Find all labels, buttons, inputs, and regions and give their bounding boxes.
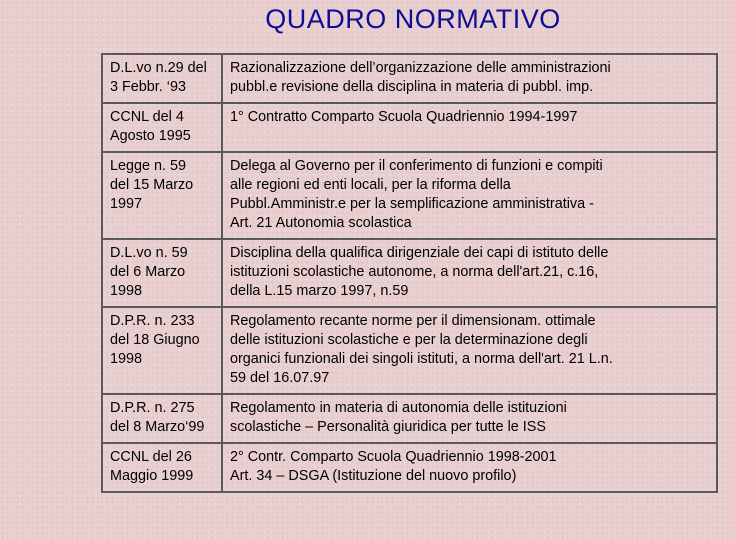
- description-cell: [222, 443, 717, 492]
- table-row: [102, 307, 717, 394]
- table-row: [102, 394, 717, 443]
- table-row: [102, 239, 717, 307]
- reference-cell: [102, 152, 222, 239]
- regulations-table: [101, 53, 718, 493]
- description-cell: [222, 394, 717, 443]
- description-text: Disciplina della qualifica dirigenziale dei capi di istituto delle istituzioni scolastiche autonome, a norma dell'art.21, c.16, della L.15 marzo 1997, n.59: [230, 245, 609, 299]
- description-text: 2° Contr. Comparto Scuola Quadriennio 1998-2001 Art. 34 – DSGA (Istituzione del nuovo profilo): [230, 449, 557, 484]
- description-cell: [222, 239, 717, 307]
- reference-text: D.P.R. n. 233 del 18 Giugno 1998: [110, 313, 200, 367]
- reference-text: D.L.vo n.29 del 3 Febbr. ‘93: [110, 60, 207, 95]
- reference-cell: [102, 394, 222, 443]
- table-row: [102, 54, 717, 103]
- reference-cell: [102, 103, 222, 152]
- description-text: Regolamento in materia di autonomia delle istituzioni scolastiche – Personalità giuridica per tutte le ISS: [230, 400, 567, 435]
- reference-cell: [102, 54, 222, 103]
- reference-cell: [102, 239, 222, 307]
- reference-text: D.P.R. n. 275 del 8 Marzo‘99: [110, 400, 205, 435]
- table-row: [102, 103, 717, 152]
- description-text: Delega al Governo per il conferimento di funzioni e compiti alle regioni ed enti locali, per la riforma della Pubbl.Amministr.e per la semplificazione amministrativa - Art. 21 Autonomia scolastica: [230, 158, 603, 231]
- page-title: QUADRO NORMATIVO: [265, 4, 561, 34]
- table-row: [102, 443, 717, 492]
- reference-text: CCNL del 4 Agosto 1995: [110, 109, 191, 144]
- description-text: 1° Contratto Comparto Scuola Quadriennio 1994-1997: [230, 109, 578, 125]
- description-cell: [222, 307, 717, 394]
- description-text: Regolamento recante norme per il dimensionam. ottimale delle istituzioni scolastiche e per la determinazione degli organici funzionali dei singoli istituti, a norma dell'art. 21 L.n. 59 del 16.07.97: [230, 313, 613, 386]
- description-cell: [222, 152, 717, 239]
- reference-cell: [102, 307, 222, 394]
- description-text: Razionalizzazione dell’organizzazione delle amministrazioni pubbl.e revisione della disciplina in materia di pubbl. imp.: [230, 60, 611, 95]
- description-cell: [222, 54, 717, 103]
- reference-text: CCNL del 26 Maggio 1999: [110, 449, 194, 484]
- table-row: [102, 152, 717, 239]
- reference-text: Legge n. 59 del 15 Marzo 1997: [110, 158, 194, 212]
- reference-cell: [102, 443, 222, 492]
- reference-text: D.L.vo n. 59 del 6 Marzo 1998: [110, 245, 188, 299]
- description-cell: [222, 103, 717, 152]
